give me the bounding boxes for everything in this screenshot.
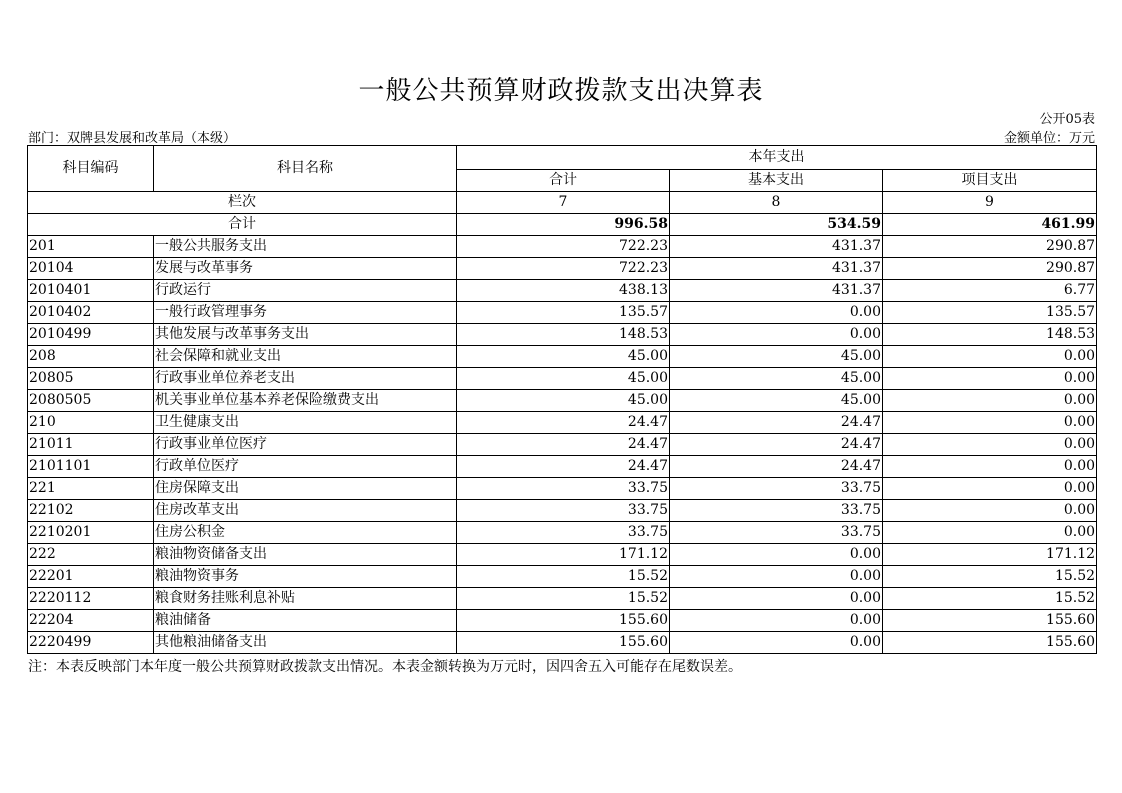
project-cell: 171.12 bbox=[883, 544, 1097, 566]
project-cell: 0.00 bbox=[883, 346, 1097, 368]
total-label: 合计 bbox=[28, 214, 457, 236]
name-cell: 粮油储备 bbox=[154, 610, 457, 632]
basic-cell: 0.00 bbox=[670, 566, 883, 588]
total-cell: 438.13 bbox=[457, 280, 670, 302]
code-cell: 20805 bbox=[28, 368, 154, 390]
name-cell: 其他发展与改革事务支出 bbox=[154, 324, 457, 346]
column-number-row bbox=[28, 192, 1097, 214]
column-no-basic: 8 bbox=[670, 192, 883, 214]
basic-cell: 0.00 bbox=[670, 610, 883, 632]
basic-cell: 0.00 bbox=[670, 302, 883, 324]
table-row bbox=[28, 522, 1097, 544]
basic-cell: 24.47 bbox=[670, 456, 883, 478]
name-cell: 粮油物资事务 bbox=[154, 566, 457, 588]
project-cell: 290.87 bbox=[883, 236, 1097, 258]
project-cell: 155.60 bbox=[883, 632, 1097, 654]
project-cell: 155.60 bbox=[883, 610, 1097, 632]
name-cell: 住房公积金 bbox=[154, 522, 457, 544]
total-cell: 45.00 bbox=[457, 390, 670, 412]
table-row bbox=[28, 478, 1097, 500]
code-cell: 2010402 bbox=[28, 302, 154, 324]
code-cell: 2220112 bbox=[28, 588, 154, 610]
expenditure-table bbox=[27, 145, 1097, 654]
code-cell: 2080505 bbox=[28, 390, 154, 412]
total-cell: 148.53 bbox=[457, 324, 670, 346]
header-total: 合计 bbox=[457, 170, 670, 192]
total-basic-amount: 534.59 bbox=[670, 214, 883, 236]
basic-cell: 33.75 bbox=[670, 500, 883, 522]
project-cell: 15.52 bbox=[883, 566, 1097, 588]
project-cell: 290.87 bbox=[883, 258, 1097, 280]
table-row bbox=[28, 566, 1097, 588]
project-cell: 135.57 bbox=[883, 302, 1097, 324]
table-row bbox=[28, 588, 1097, 610]
table-row bbox=[28, 280, 1097, 302]
total-cell: 135.57 bbox=[457, 302, 670, 324]
header-group: 本年支出 bbox=[457, 146, 1097, 170]
name-cell: 行政事业单位医疗 bbox=[154, 434, 457, 456]
total-cell: 722.23 bbox=[457, 258, 670, 280]
basic-cell: 431.37 bbox=[670, 258, 883, 280]
project-cell: 0.00 bbox=[883, 456, 1097, 478]
total-cell: 15.52 bbox=[457, 588, 670, 610]
header-basic: 基本支出 bbox=[670, 170, 883, 192]
code-cell: 22201 bbox=[28, 566, 154, 588]
basic-cell: 431.37 bbox=[670, 236, 883, 258]
total-cell: 33.75 bbox=[457, 500, 670, 522]
basic-cell: 33.75 bbox=[670, 522, 883, 544]
unit-label: 金额单位：万元 bbox=[1003, 131, 1095, 146]
header-code: 科目编码 bbox=[28, 146, 154, 192]
name-cell: 一般行政管理事务 bbox=[154, 302, 457, 324]
name-cell: 粮油物资储备支出 bbox=[154, 544, 457, 566]
name-cell: 发展与改革事务 bbox=[154, 258, 457, 280]
page-title: 一般公共预算财政拨款支出决算表 bbox=[358, 76, 764, 106]
total-amount: 996.58 bbox=[457, 214, 670, 236]
basic-cell: 45.00 bbox=[670, 346, 883, 368]
project-cell: 0.00 bbox=[883, 368, 1097, 390]
name-cell: 行政单位医疗 bbox=[154, 456, 457, 478]
table-row bbox=[28, 390, 1097, 412]
project-cell: 0.00 bbox=[883, 390, 1097, 412]
header-project: 项目支出 bbox=[883, 170, 1097, 192]
code-cell: 221 bbox=[28, 478, 154, 500]
code-cell: 222 bbox=[28, 544, 154, 566]
code-cell: 22204 bbox=[28, 610, 154, 632]
code-cell: 2210201 bbox=[28, 522, 154, 544]
table-row bbox=[28, 610, 1097, 632]
project-cell: 0.00 bbox=[883, 478, 1097, 500]
total-cell: 45.00 bbox=[457, 368, 670, 390]
total-row bbox=[28, 214, 1097, 236]
code-cell: 2010499 bbox=[28, 324, 154, 346]
header-name: 科目名称 bbox=[154, 146, 457, 192]
table-row bbox=[28, 324, 1097, 346]
code-cell: 22102 bbox=[28, 500, 154, 522]
table-row bbox=[28, 544, 1097, 566]
total-cell: 33.75 bbox=[457, 478, 670, 500]
total-cell: 24.47 bbox=[457, 456, 670, 478]
code-cell: 201 bbox=[28, 236, 154, 258]
project-cell: 148.53 bbox=[883, 324, 1097, 346]
basic-cell: 0.00 bbox=[670, 632, 883, 654]
column-no-project: 9 bbox=[883, 192, 1097, 214]
table-row bbox=[28, 258, 1097, 280]
code-cell: 20104 bbox=[28, 258, 154, 280]
basic-cell: 45.00 bbox=[670, 390, 883, 412]
form-number: 公开05表 bbox=[1039, 112, 1095, 127]
table-row bbox=[28, 302, 1097, 324]
total-cell: 155.60 bbox=[457, 632, 670, 654]
basic-cell: 45.00 bbox=[670, 368, 883, 390]
total-cell: 33.75 bbox=[457, 522, 670, 544]
table-row bbox=[28, 236, 1097, 258]
code-cell: 21011 bbox=[28, 434, 154, 456]
name-cell: 行政运行 bbox=[154, 280, 457, 302]
code-cell: 2220499 bbox=[28, 632, 154, 654]
basic-cell: 33.75 bbox=[670, 478, 883, 500]
total-cell: 155.60 bbox=[457, 610, 670, 632]
name-cell: 粮食财务挂账利息补贴 bbox=[154, 588, 457, 610]
project-cell: 0.00 bbox=[883, 412, 1097, 434]
table-row bbox=[28, 500, 1097, 522]
total-cell: 15.52 bbox=[457, 566, 670, 588]
table-body bbox=[28, 236, 1097, 654]
total-cell: 45.00 bbox=[457, 346, 670, 368]
project-cell: 0.00 bbox=[883, 434, 1097, 456]
table-row bbox=[28, 368, 1097, 390]
department-label: 部门：双牌县发展和改革局（本级） bbox=[28, 131, 237, 146]
table-row bbox=[28, 434, 1097, 456]
table-row bbox=[28, 632, 1097, 654]
code-cell: 208 bbox=[28, 346, 154, 368]
code-cell: 2101101 bbox=[28, 456, 154, 478]
project-cell: 0.00 bbox=[883, 522, 1097, 544]
footnote: 注：本表反映部门本年度一般公共预算财政拨款支出情况。本表金额转换为万元时，因四舍五入可能存在尾数误差。 bbox=[28, 659, 742, 675]
name-cell: 住房改革支出 bbox=[154, 500, 457, 522]
basic-cell: 431.37 bbox=[670, 280, 883, 302]
total-cell: 24.47 bbox=[457, 412, 670, 434]
table-row bbox=[28, 346, 1097, 368]
basic-cell: 0.00 bbox=[670, 588, 883, 610]
name-cell: 其他粮油储备支出 bbox=[154, 632, 457, 654]
name-cell: 机关事业单位基本养老保险缴费支出 bbox=[154, 390, 457, 412]
code-cell: 210 bbox=[28, 412, 154, 434]
name-cell: 一般公共服务支出 bbox=[154, 236, 457, 258]
basic-cell: 0.00 bbox=[670, 324, 883, 346]
column-no-label: 栏次 bbox=[28, 192, 457, 214]
project-cell: 0.00 bbox=[883, 500, 1097, 522]
column-no-total: 7 bbox=[457, 192, 670, 214]
basic-cell: 0.00 bbox=[670, 544, 883, 566]
project-cell: 15.52 bbox=[883, 588, 1097, 610]
name-cell: 住房保障支出 bbox=[154, 478, 457, 500]
name-cell: 卫生健康支出 bbox=[154, 412, 457, 434]
name-cell: 社会保障和就业支出 bbox=[154, 346, 457, 368]
header-row-1 bbox=[28, 146, 1097, 170]
name-cell: 行政事业单位养老支出 bbox=[154, 368, 457, 390]
project-cell: 6.77 bbox=[883, 280, 1097, 302]
total-cell: 722.23 bbox=[457, 236, 670, 258]
total-cell: 171.12 bbox=[457, 544, 670, 566]
table-row bbox=[28, 456, 1097, 478]
total-project-amount: 461.99 bbox=[883, 214, 1097, 236]
table-row bbox=[28, 412, 1097, 434]
code-cell: 2010401 bbox=[28, 280, 154, 302]
total-cell: 24.47 bbox=[457, 434, 670, 456]
basic-cell: 24.47 bbox=[670, 434, 883, 456]
basic-cell: 24.47 bbox=[670, 412, 883, 434]
